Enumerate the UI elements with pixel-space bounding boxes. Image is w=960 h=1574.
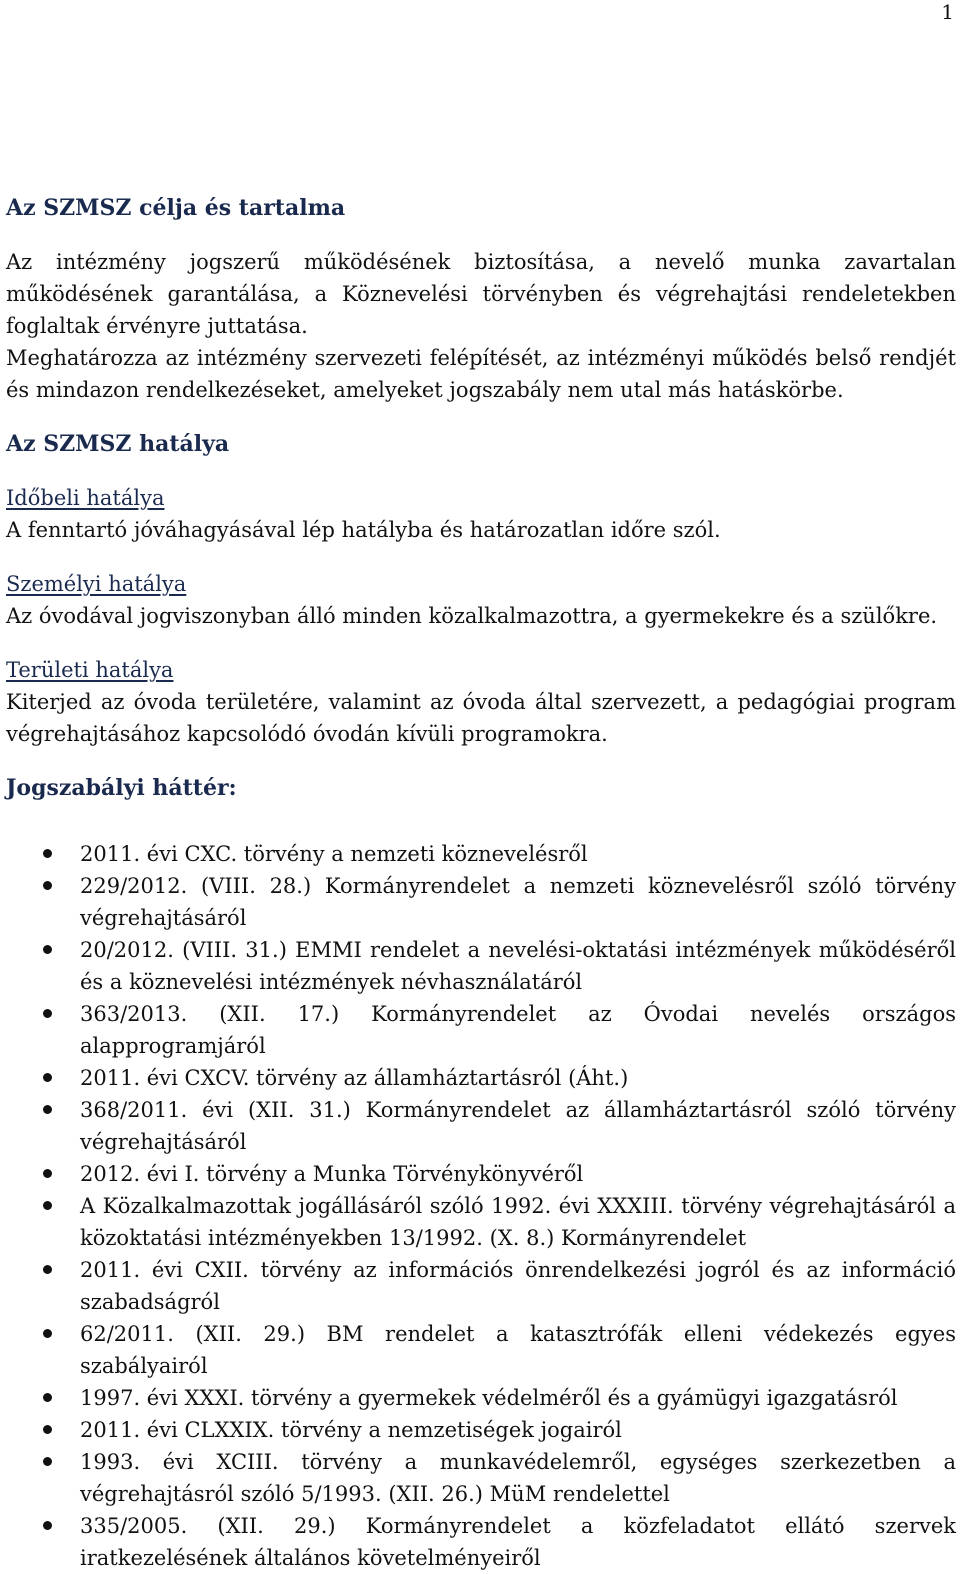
list-item: 229/2012. (VIII. 28.) Kormányrendelet a nemzeti köznevelésről szóló törvény végrehajtásáról bbox=[6, 870, 956, 934]
temporal-validity-text: A fenntartó jóváhagyásával lép hatályba és határozatlan időre szól. bbox=[6, 518, 721, 542]
personal-validity-text: Az óvodával jogviszonyban álló minden közalkalmazottra, a gyermekekre és a szülőkre. bbox=[6, 604, 938, 628]
territorial-validity-text: Kiterjed az óvoda területére, valamint az óvoda által szervezett, a pedagógiai program végrehajtásához kapcsolódó óvodán kívüli programokra. bbox=[6, 690, 956, 746]
list-item: 335/2005. (XII. 29.) Kormányrendelet a közfeladatot ellátó szervek iratkezelésének általános követelményeiről bbox=[6, 1510, 956, 1574]
legal-background-title: Jogszabályi háttér: bbox=[6, 775, 237, 801]
list-item: A Közalkalmazottak jogállásáról szóló 1992. évi XXXIII. törvény végrehajtásáról a közoktatási intézményekben 13/1992. (X. 8.) Kormányrendelet bbox=[6, 1190, 956, 1254]
list-item: 2011. évi CLXXIX. törvény a nemzetiségek jogairól bbox=[6, 1414, 956, 1446]
territorial-validity-title: Területi hatálya bbox=[6, 658, 174, 682]
list-item: 20/2012. (VIII. 31.) EMMI rendelet a nevelési-oktatási intézmények működéséről és a köznevelési intézmények névhasználatáról bbox=[6, 934, 956, 998]
list-item: 2011. évi CXCV. törvény az államháztartásról (Áht.) bbox=[6, 1062, 956, 1094]
section-title-scope: Az SZMSZ célja és tartalma bbox=[6, 195, 346, 221]
list-item: 368/2011. évi (XII. 31.) Kormányrendelet az államháztartásról szóló törvény végrehajtásáról bbox=[6, 1094, 956, 1158]
scope-paragraph-1: Az intézmény jogszerű működésének biztosítása, a nevelő munka zavartalan működésének garantálása, a Köznevelési törvényben és végrehajtási rendeletekben foglaltak érvényre juttatása. bbox=[6, 250, 956, 338]
scope-paragraph-2: Meghatározza az intézmény szervezeti felépítését, az intézményi működés belső rendjét és mindazon rendelkezéseket, amelyeket jogszabály nem utal más hatáskörbe. bbox=[6, 346, 956, 402]
personal-validity-block bbox=[6, 568, 956, 632]
list-item: 2012. évi I. törvény a Munka Törvénykönyvéről bbox=[6, 1158, 956, 1190]
section-title-validity: Az SZMSZ hatálya bbox=[6, 431, 230, 457]
temporal-validity-block bbox=[6, 482, 956, 546]
document-body bbox=[6, 192, 956, 1574]
list-item: 1993. évi XCIII. törvény a munkavédelemről, egységes szerkezetben a végrehajtásról szóló 5/1993. (XII. 26.) MüM rendelettel bbox=[6, 1446, 956, 1510]
list-item: 1997. évi XXXI. törvény a gyermekek védelméről és a gyámügyi igazgatásról bbox=[6, 1382, 956, 1414]
list-item: 363/2013. (XII. 17.) Kormányrendelet az Óvodai nevelés országos alapprogramjáról bbox=[6, 998, 956, 1062]
personal-validity-title: Személyi hatálya bbox=[6, 572, 187, 596]
page-number: 1 bbox=[941, 0, 954, 24]
list-item: 2011. évi CXC. törvény a nemzeti köznevelésről bbox=[6, 838, 956, 870]
temporal-validity-title: Időbeli hatálya bbox=[6, 486, 165, 510]
list-item: 2011. évi CXII. törvény az információs önrendelkezési jogról és az információ szabadságról bbox=[6, 1254, 956, 1318]
territorial-validity-block bbox=[6, 654, 956, 750]
list-item: 62/2011. (XII. 29.) BM rendelet a katasztrófák elleni védekezés egyes szabályairól bbox=[6, 1318, 956, 1382]
legal-background-list bbox=[6, 838, 956, 1574]
